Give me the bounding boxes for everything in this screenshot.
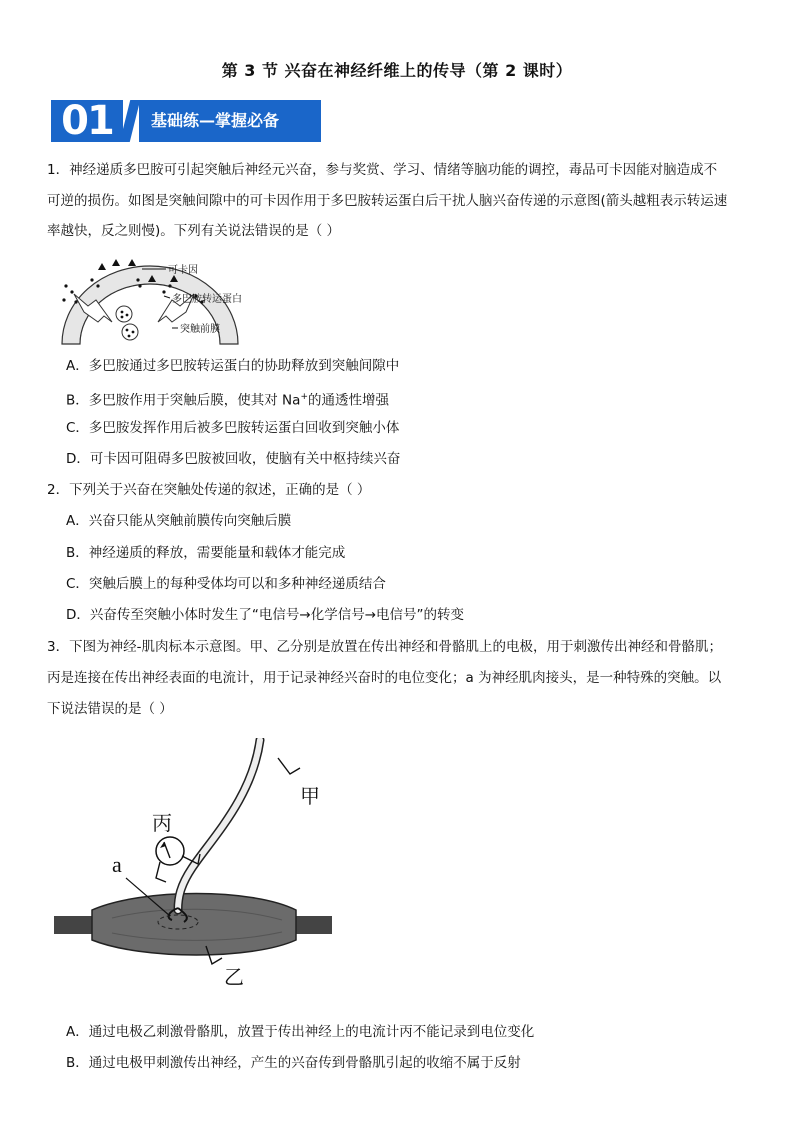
q3-stem-line3: 下说法错误的是（ ） bbox=[47, 701, 173, 717]
galvanometer-bing bbox=[156, 837, 184, 865]
cocaine-marker bbox=[98, 263, 106, 270]
vesicle bbox=[116, 306, 132, 322]
q2-option-a[interactable]: A．兴奋只能从突触前膜传向突触后膜 bbox=[66, 513, 292, 529]
q2-option-d[interactable]: D．兴奋传至突触小体时发生了“电信号→化学信号→电信号”的转变 bbox=[66, 607, 465, 623]
label-bing: 丙 bbox=[152, 813, 172, 835]
label-jia: 甲 bbox=[300, 786, 320, 808]
skeletal-muscle bbox=[92, 894, 296, 956]
q1-option-d[interactable]: D．可卡因可阻碍多巴胺被回收，使脑有关中枢持续兴奋 bbox=[66, 451, 401, 467]
label-a: a bbox=[112, 852, 122, 877]
cocaine-marker bbox=[128, 259, 136, 266]
tendon-left bbox=[54, 916, 96, 934]
q2-option-c[interactable]: C．突触后膜上的每种受体均可以和多种神经递质结合 bbox=[66, 576, 386, 592]
sodium-charge: + bbox=[300, 392, 308, 402]
q3-option-a[interactable]: A．通过电极乙刺激骨骼肌，放置于传出神经上的电流计丙不能记录到电位变化 bbox=[66, 1024, 535, 1040]
q1-option-b-text: B．多巴胺作用于突触后膜，使其对 Na bbox=[66, 392, 301, 409]
synapse-cocaine-diagram bbox=[52, 256, 292, 346]
cocaine-marker bbox=[112, 259, 120, 266]
q1-option-b-text-end: 的通透性增强 bbox=[307, 392, 389, 409]
electrode-jia bbox=[278, 758, 300, 774]
section-label: 基础练—掌握必备 bbox=[139, 100, 321, 142]
q1-stem-line3: 率越快，反之则慢)。下列有关说法错误的是（ ） bbox=[47, 223, 341, 239]
q1-option-b[interactable] bbox=[66, 387, 756, 411]
q3-option-b[interactable]: B．通过电极甲刺激传出神经，产生的兴奋传到骨骼肌引起的收缩不属于反射 bbox=[66, 1055, 521, 1071]
label-cocaine: 可卡因 bbox=[168, 265, 198, 276]
label-transporter: 多巴胺转运蛋白 bbox=[172, 294, 242, 305]
label-yi: 乙 bbox=[224, 967, 244, 989]
label-presynaptic-membrane: 突触前膜 bbox=[180, 324, 220, 335]
section-banner bbox=[51, 100, 321, 142]
q1-stem-line2: 可逆的损伤。如图是突触间隙中的可卡因作用于多巴胺转运蛋白后干扰人脑兴奋传递的示意图(箭头越粗表示转运速 bbox=[47, 193, 728, 209]
efferent-nerve bbox=[178, 740, 260, 910]
q2-stem: 2．下列关于兴奋在突触处传递的叙述，正确的是（ ） bbox=[47, 482, 371, 498]
q1-option-a[interactable]: A．多巴胺通过多巴胺转运蛋白的协助释放到突触间隙中 bbox=[66, 358, 400, 374]
q3-stem-line1: 3．下图为神经-肌肉标本示意图。甲、乙分别是放置在传出神经和骨骼肌上的电极，用于刺激传出神经和骨骼肌； bbox=[47, 639, 722, 655]
nerve-muscle-diagram bbox=[52, 738, 352, 993]
q1-stem-line1: 1．神经递质多巴胺可引起突触后神经元兴奋，参与奖赏、学习、情绪等脑功能的调控，毒品可卡因能对脑造成不 bbox=[47, 162, 718, 178]
page-title: 第 3 节 兴奋在神经纤维上的传导（第 2 课时） bbox=[221, 61, 573, 80]
q2-option-b[interactable]: B．神经递质的释放，需要能量和载体才能完成 bbox=[66, 545, 346, 561]
tendon-right bbox=[292, 916, 332, 934]
q1-option-c[interactable]: C．多巴胺发挥作用后被多巴胺转运蛋白回收到突触小体 bbox=[66, 420, 400, 436]
section-number: 01 bbox=[51, 100, 123, 142]
q3-stem-line2: 丙是连接在传出神经表面的电流计，用于记录神经兴奋时的电位变化；a 为神经肌肉接头，是一种特殊的突触。以 bbox=[47, 670, 722, 686]
vesicle bbox=[122, 324, 138, 340]
